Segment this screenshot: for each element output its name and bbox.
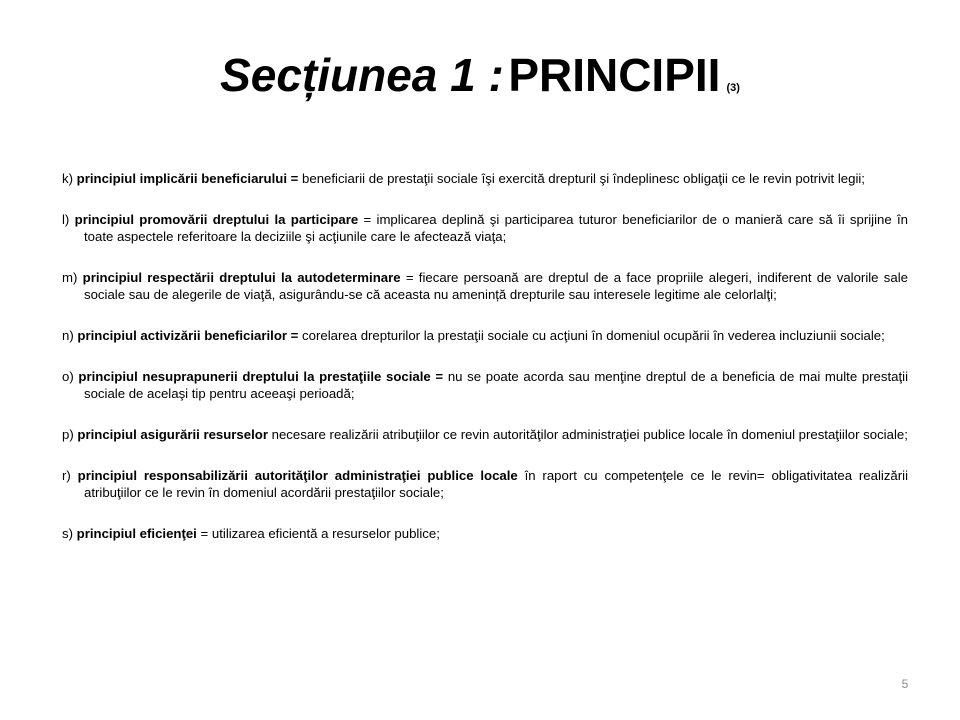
item-term: principiul nesuprapunerii dreptului la prestaţiile sociale = — [78, 369, 444, 384]
item-term: principiul asigurării resurselor — [77, 427, 268, 442]
title-part-number: (3) — [726, 82, 740, 94]
principle-item-l — [62, 211, 908, 245]
item-term: principiul respectării dreptului la autodeterminare — [82, 270, 401, 285]
item-text: necesare realizării atribuţiilor ce revin autorităţilor administraţiei publice locale în domeniul prestaţiilor sociale; — [271, 427, 908, 442]
item-term: principiul implicării beneficiarului = — [76, 171, 299, 186]
principle-item-r — [62, 467, 908, 501]
item-letter: o) — [62, 369, 74, 384]
item-letter: p) — [62, 427, 74, 442]
item-text: = utilizarea eficientă a resurselor publice; — [200, 526, 440, 541]
principle-item-m — [62, 269, 908, 303]
item-letter: s) — [62, 526, 73, 541]
principle-item-p — [62, 426, 908, 443]
item-text: în raport cu competenţele ce le revin= obligativitatea realizării atribuţiilor ce le revin în domeniul acordării prestaţiilor sociale; — [84, 468, 909, 500]
item-letter: m) — [62, 270, 78, 285]
item-text: nu se poate acorda sau menţine dreptul de a beneficia de mai multe prestaţii sociale de acelaşi tip pentru aceeaşi perioadă; — [84, 369, 909, 401]
slide-title — [0, 48, 960, 102]
title-section-label: Secțiunea 1 : — [220, 49, 504, 101]
principle-item-n — [62, 327, 908, 344]
principle-item-o — [62, 368, 908, 402]
principle-item-s — [62, 525, 908, 542]
item-letter: l) — [62, 212, 70, 227]
principle-item-k — [62, 170, 908, 187]
item-text: beneficiarii de prestaţii sociale îşi exercită drepturil şi îndeplinesc obligaţii ce le revin potrivit legii; — [302, 171, 865, 186]
item-text: = fiecare persoană are dreptul de a face propriile alegeri, indiferent de valorile sale sociale sau de alegerile de viaţă, asigurându-se că aceasta nu amenință drepturile sau interesele legitime ale celorlalţi; — [84, 270, 908, 302]
page-number: 5 — [901, 677, 909, 691]
item-letter: k) — [62, 171, 73, 186]
item-term: principiul promovării dreptului la participare — [74, 212, 359, 227]
item-text: = implicarea deplină şi participarea tuturor beneficiarilor de o manieră care să îi sprijine în toate aspectele referitoare la deciziile şi acţiunile care le afectează viaţa; — [84, 212, 909, 244]
principles-list — [62, 170, 908, 566]
item-text: corelarea drepturilor la prestaţii sociale cu acţiuni în domeniul ocupării în vederea incluziunii sociale; — [302, 328, 885, 343]
item-term: principiul activizării beneficiarilor = — [77, 328, 299, 343]
item-letter: r) — [62, 468, 71, 483]
item-term: principiul responsabilizării autorităţilor administraţiei publice locale — [77, 468, 518, 483]
title-principii: PRINCIPII — [508, 49, 721, 101]
item-letter: n) — [62, 328, 74, 343]
item-term: principiul eficienţei — [76, 526, 197, 541]
